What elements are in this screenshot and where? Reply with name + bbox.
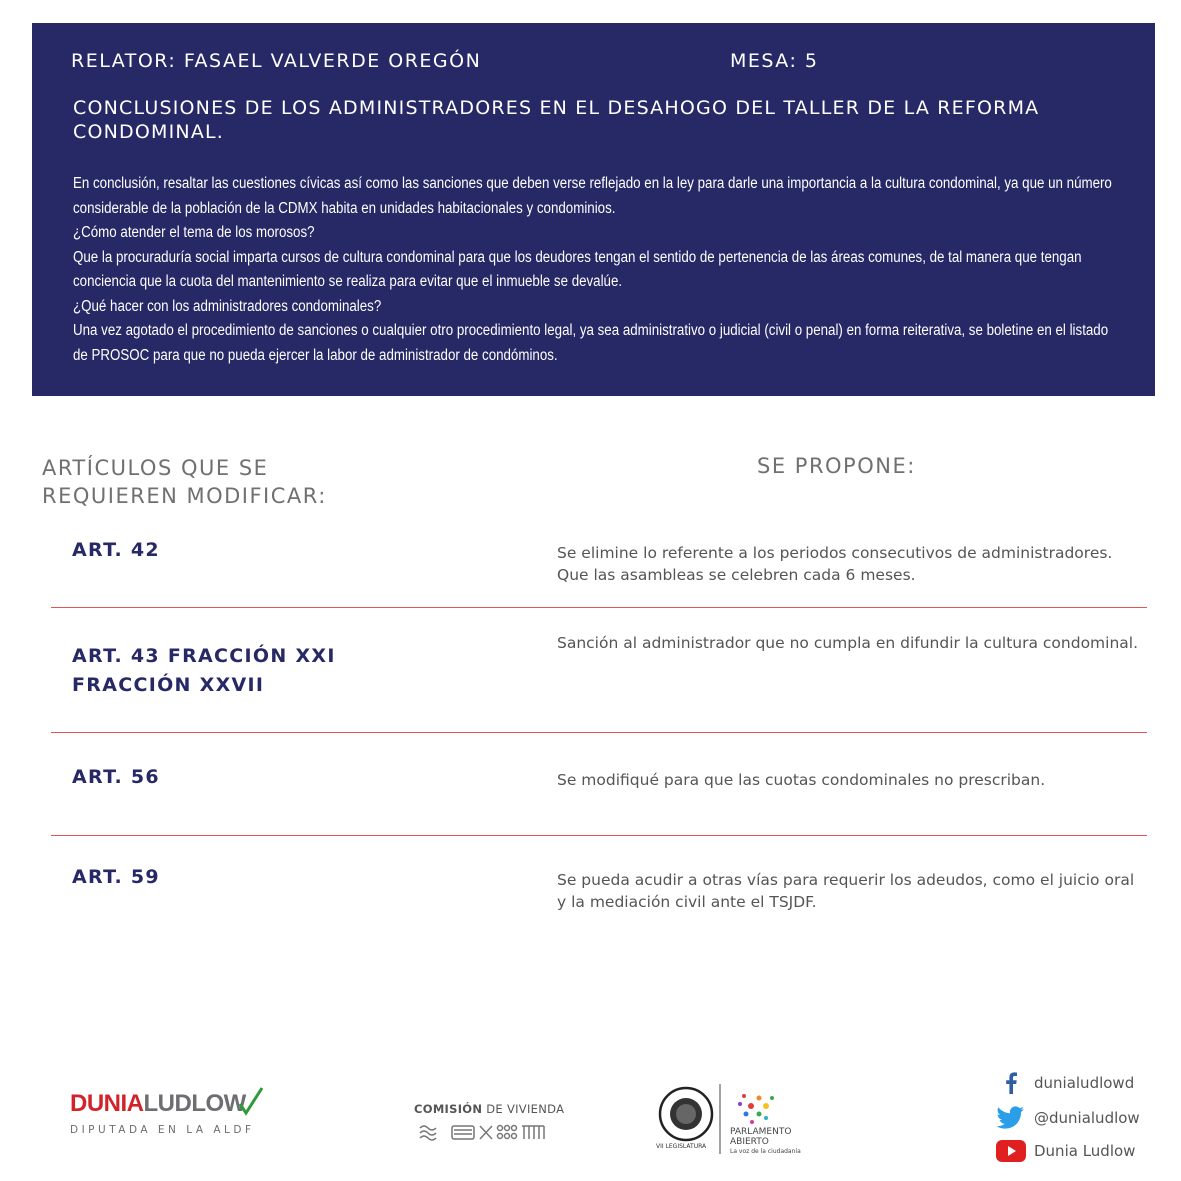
logo-name xyxy=(70,1090,255,1118)
proposal-text: Se modifiqué para que las cuotas condominales no prescriban. xyxy=(557,771,1046,789)
dunia-ludlow-logo xyxy=(70,1090,255,1136)
row-divider xyxy=(51,835,1147,836)
question-paragraph: ¿Cómo atender el tema de los morosos? xyxy=(73,224,315,241)
legislatura-label: VII LEGISLATURA xyxy=(656,1143,707,1150)
comision-title-rest: DE VIVIENDA xyxy=(482,1102,565,1116)
parlamento-line1: PARLAMENTO xyxy=(730,1127,792,1137)
parlamento-abierto-text xyxy=(730,1127,801,1157)
article-label xyxy=(72,642,336,700)
youtube-icon xyxy=(996,1140,1026,1162)
conclusion-paragraph: En conclusión, resaltar las cuestiones cívicas así como las sanciones que deben verse reflejado en la ley para darle una importancia a la cultura condominal, ya que un número considerable de la población de la CDMX habita en unidades habitacionales y condominios. xyxy=(73,175,1112,217)
conclusions-body xyxy=(73,172,1122,368)
logo-name-first: DUNIA xyxy=(70,1090,144,1117)
logo-name-last: LUDLOW xyxy=(143,1090,246,1117)
article-label: ART. 59 xyxy=(72,866,160,888)
article-label-line2: FRACCIÓN XXVII xyxy=(72,674,265,696)
youtube-handle[interactable]: Dunia Ludlow xyxy=(1034,1142,1136,1160)
facebook-handle[interactable]: dunialudlowd xyxy=(1034,1074,1135,1092)
proposal-heading: SE PROPONE: xyxy=(757,454,916,478)
facebook-icon xyxy=(996,1072,1026,1094)
question-paragraph: ¿Qué hacer con los administradores condominales? xyxy=(73,297,382,315)
conclusions-panel xyxy=(32,23,1155,396)
conclusion-paragraph: Una vez agotado el procedimiento de sanciones o cualquier otro procedimiento legal, ya sea administrativo o judicial (civil o penal) en forma reiterativa, se boletine en el listado de PROSOC para que no pueda ejercer la labor de administrador de condóminos. xyxy=(73,322,1109,364)
article-label: ART. 56 xyxy=(72,766,160,788)
article-label: ART. 42 xyxy=(72,539,160,561)
article-label-line1: ART. 43 FRACCIÓN XXI xyxy=(72,645,336,667)
logo-subtitle: DIPUTADA EN LA ALDF xyxy=(70,1124,255,1136)
comision-vivienda-logo xyxy=(414,1102,564,1147)
articles-heading xyxy=(42,454,327,510)
row-divider xyxy=(51,732,1147,733)
proposal-text: Sanción al administrador que no cumpla en difundir la cultura condominal. xyxy=(557,634,1139,652)
social-twitter[interactable] xyxy=(996,1106,1140,1130)
social-youtube[interactable] xyxy=(996,1140,1135,1162)
twitter-icon xyxy=(996,1106,1026,1130)
proposal-text: Se elimine lo referente a los periodos consecutivos de administradores. Que las asambleas se celebren cada 6 meses. xyxy=(557,544,1113,584)
parlamento-tagline: La voz de la ciudadanía xyxy=(730,1148,801,1155)
mesa-label: MESA: 5 xyxy=(730,50,819,72)
check-icon xyxy=(238,1086,264,1116)
comision-title xyxy=(414,1102,564,1116)
proposal-text: Se pueda acudir a otras vías para requerir los adeudos, como el juicio oral y la mediación civil ante el TSJDF. xyxy=(557,871,1135,911)
row-divider xyxy=(51,607,1147,608)
conclusion-paragraph: Que la procuraduría social imparta cursos de cultura condominal para que los deudores tengan el sentido de pertenencia de las áreas comunes, de tal manera que tengan conciencia que la cuota del mantenimiento se realiza para evitar que el inmueble se devalúe. xyxy=(73,248,1082,290)
articles-heading-line1: ARTÍCULOS QUE SE xyxy=(42,456,269,480)
relator-label: RELATOR: FASAEL VALVERDE OREGÓN xyxy=(71,50,482,72)
comision-title-bold: COMISIÓN xyxy=(414,1102,483,1116)
articles-heading-line2: REQUIEREN MODIFICAR: xyxy=(42,484,327,508)
housing-icons xyxy=(414,1120,554,1142)
twitter-handle[interactable]: @dunialudlow xyxy=(1034,1109,1140,1127)
social-facebook[interactable] xyxy=(996,1072,1134,1094)
conclusions-title: CONCLUSIONES DE LOS ADMINISTRADORES EN EL DESAHOGO DEL TALLER DE LA REFORMA CONDOMINAL. xyxy=(73,97,1040,143)
parlamento-line2: ABIERTO xyxy=(730,1137,769,1147)
